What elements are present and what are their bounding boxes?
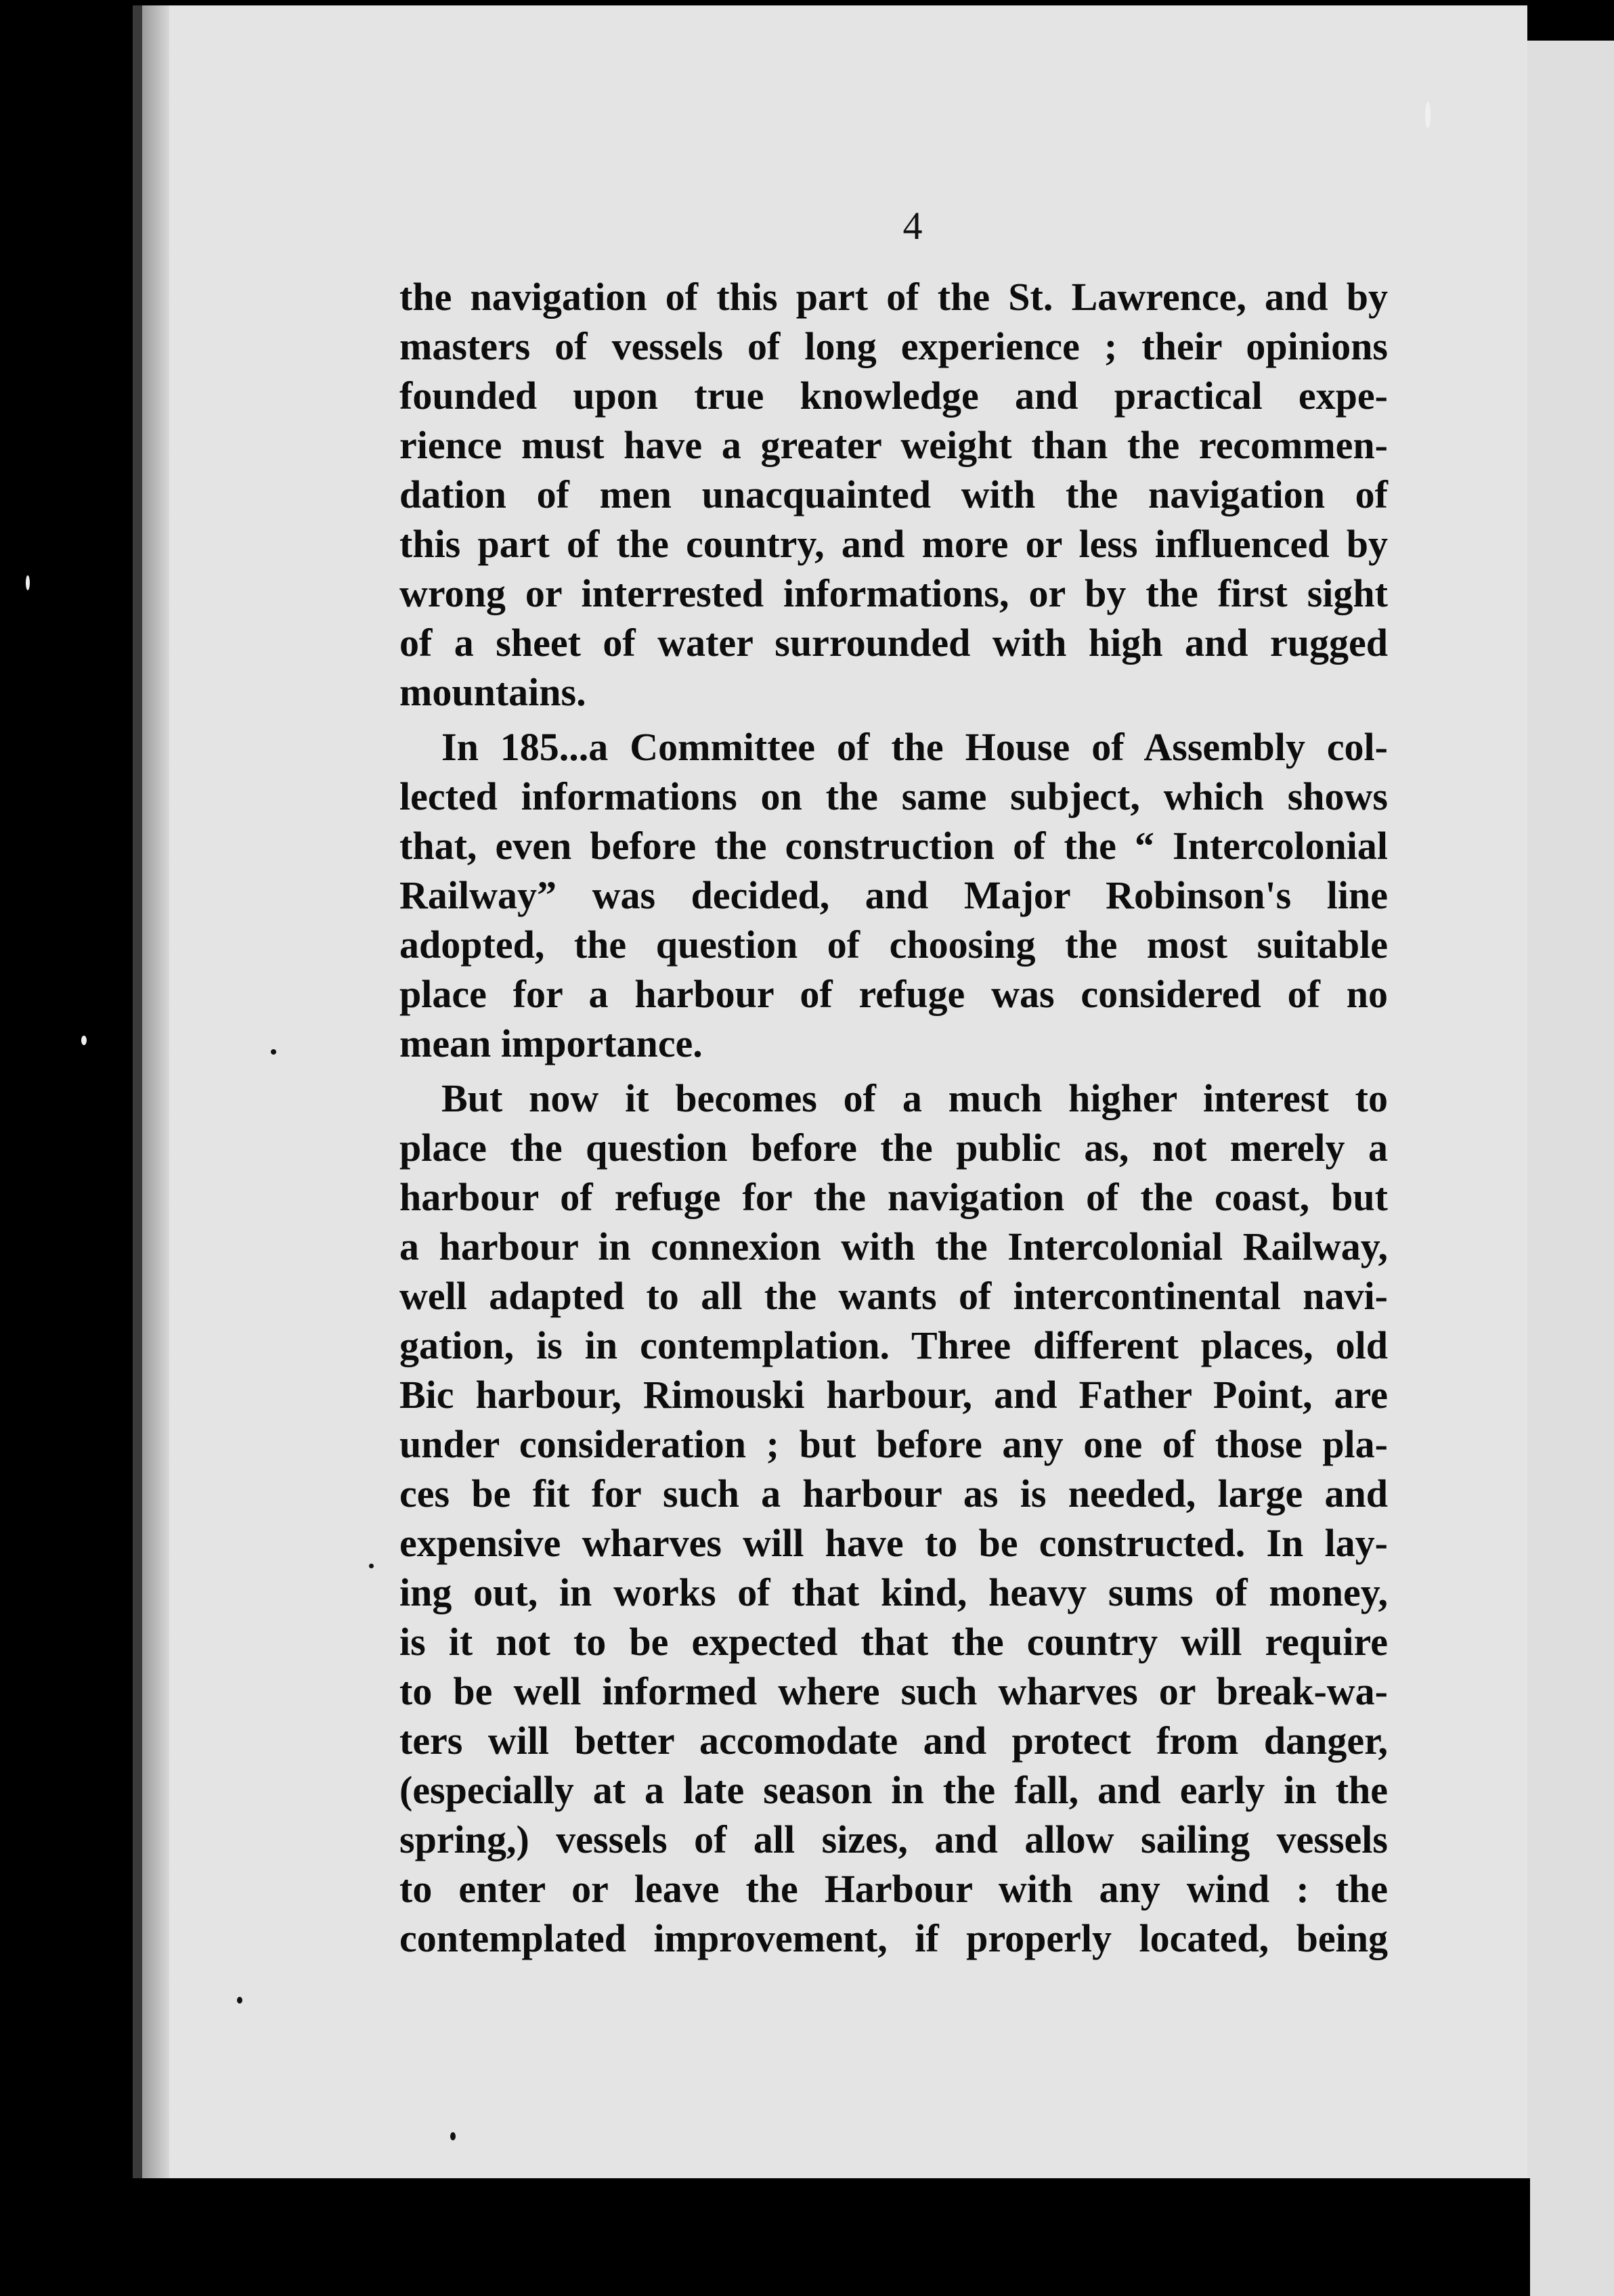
text-line: spring,) vessels of all sizes, and allow sailing vessels <box>399 1817 1388 1861</box>
text-line: well adapted to all the wants of intercontinental navi- <box>399 1274 1388 1318</box>
text-line: under consideration ; but before any one of those pla- <box>399 1422 1388 1466</box>
scan-speck <box>237 1997 242 2004</box>
text-line: expensive wharves will have to be constructed. In lay- <box>399 1521 1388 1565</box>
paragraph-3 <box>399 1074 1388 1963</box>
text-line: to enter or leave the Harbour with any wind : the <box>399 1867 1388 1911</box>
text-line: of a sheet of water surrounded with high and rugged <box>399 621 1388 665</box>
text-line: is it not to be expected that the country will require <box>399 1620 1388 1664</box>
text-line: place the question before the public as, not merely a <box>399 1126 1388 1170</box>
paragraph-2 <box>399 722 1388 1068</box>
text-line: lected informations on the same subject, which shows <box>399 774 1388 818</box>
facing-page-edge <box>1527 41 1614 2296</box>
page-number: 4 <box>902 204 923 248</box>
scan-speck <box>26 575 30 590</box>
text-line: ing out, in works of that kind, heavy sums of money, <box>399 1570 1388 1614</box>
text-line: a harbour in connexion with the Intercolonial Railway, <box>399 1224 1388 1268</box>
scan-speck <box>450 2132 456 2140</box>
text-line: dation of men unacquainted with the navigation of <box>399 472 1388 516</box>
scan-speck <box>81 1036 87 1045</box>
text-line: gation, is in contemplation. Three different places, old <box>399 1323 1388 1367</box>
text-line: (especially at a late season in the fall, and early in the <box>399 1768 1388 1812</box>
text-line: to be well informed where such wharves or break-wa- <box>399 1669 1388 1713</box>
text-line: Railway” was decided, and Major Robinson's line <box>399 873 1388 917</box>
text-line: mean importance. <box>399 1021 703 1065</box>
paragraph-1 <box>399 272 1388 717</box>
text-line: ters will better accomodate and protect from danger, <box>399 1719 1388 1763</box>
text-line: this part of the country, and more or less influenced by <box>399 522 1388 566</box>
text-line: adopted, the question of choosing the most suitable <box>399 923 1388 967</box>
text-line: rience must have a greater weight than the recommen- <box>399 423 1388 467</box>
text-line: place for a harbour of refuge was considered of no <box>399 972 1388 1016</box>
text-line: contemplated improvement, if properly located, being <box>399 1916 1388 1960</box>
page-binding-edge <box>142 5 169 2178</box>
text-line: mountains. <box>399 670 586 714</box>
text-line: masters of vessels of long experience ; their opinions <box>399 324 1388 368</box>
text-line: In 185...a Committee of the House of Assembly col- <box>441 725 1388 769</box>
text-line: the navigation of this part of the St. Lawrence, and by <box>399 275 1388 319</box>
text-line: Bic harbour, Rimouski harbour, and Father Point, are <box>399 1373 1388 1417</box>
scan-bottom-border <box>81 2178 1530 2296</box>
text-line: founded upon true knowledge and practical expe- <box>399 374 1388 418</box>
scan-speck <box>1425 102 1431 129</box>
scan-speck <box>369 1564 374 1568</box>
text-line: that, even before the construction of the “ Intercolonial <box>399 824 1388 868</box>
text-line: wrong or interrested informations, or by the first sight <box>399 571 1388 615</box>
scan-speck <box>271 1049 276 1055</box>
text-line: ces be fit for such a harbour as is needed, large and <box>399 1472 1388 1516</box>
text-line: harbour of refuge for the navigation of the coast, but <box>399 1175 1388 1219</box>
body-text <box>399 272 1388 1968</box>
text-line: But now it becomes of a much higher interest to <box>441 1076 1388 1120</box>
